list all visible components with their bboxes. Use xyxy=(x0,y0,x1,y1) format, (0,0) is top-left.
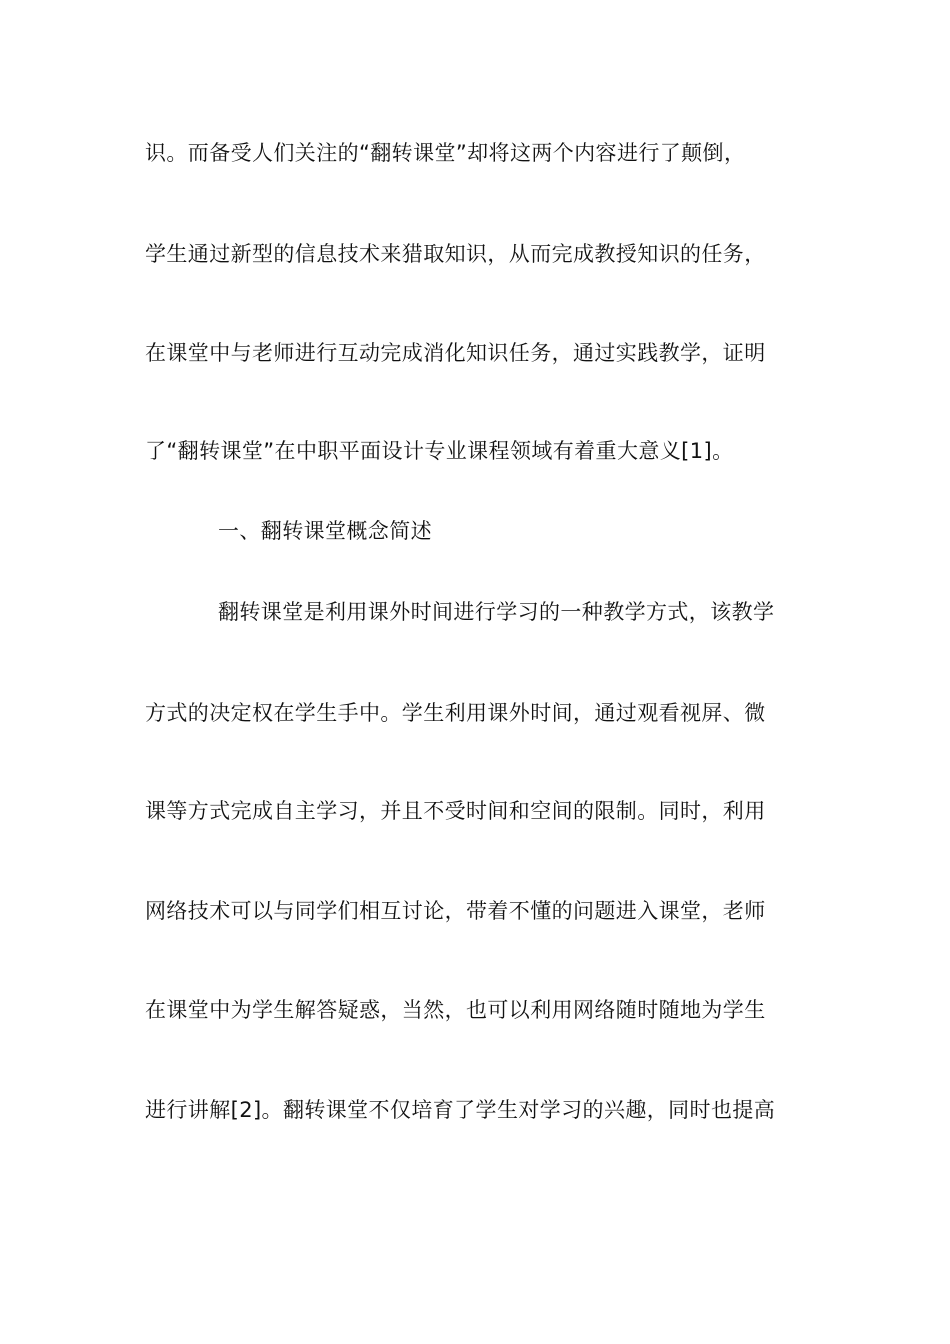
paragraph-line: 了“翻转课堂”在中职平面设计专业课程领域有着重大意义[1]。 xyxy=(145,439,734,463)
paragraph-line: 网络技术可以与同学们相互讨论，带着不懂的问题进入课堂，老师 xyxy=(145,899,766,923)
paragraph-line: 学生通过新型的信息技术来猎取知识，从而完成教授知识的任务， xyxy=(145,242,766,266)
paragraph-line: 在课堂中与老师进行互动完成消化知识任务，通过实践教学，证明 xyxy=(145,341,766,365)
paragraph-line: 进行讲解[2]。翻转课堂不仅培育了学生对学习的兴趣，同时也提高 xyxy=(145,1098,776,1122)
paragraph-line: 识。而备受人们关注的“翻转课堂”却将这两个内容进行了颠倒， xyxy=(145,141,746,165)
paragraph-line: 方式的决定权在学生手中。学生利用课外时间，通过观看视屏、微 xyxy=(145,701,766,725)
paragraph-line: 在课堂中为学生解答疑惑，当然，也可以利用网络随时随地为学生 xyxy=(145,998,766,1022)
section-heading: 一、翻转课堂概念简述 xyxy=(218,519,432,543)
paragraph-line: 翻转课堂是利用课外时间进行学习的一种教学方式，该教学 xyxy=(218,600,775,624)
paragraph-line: 课等方式完成自主学习，并且不受时间和空间的限制。同时，利用 xyxy=(145,799,766,823)
